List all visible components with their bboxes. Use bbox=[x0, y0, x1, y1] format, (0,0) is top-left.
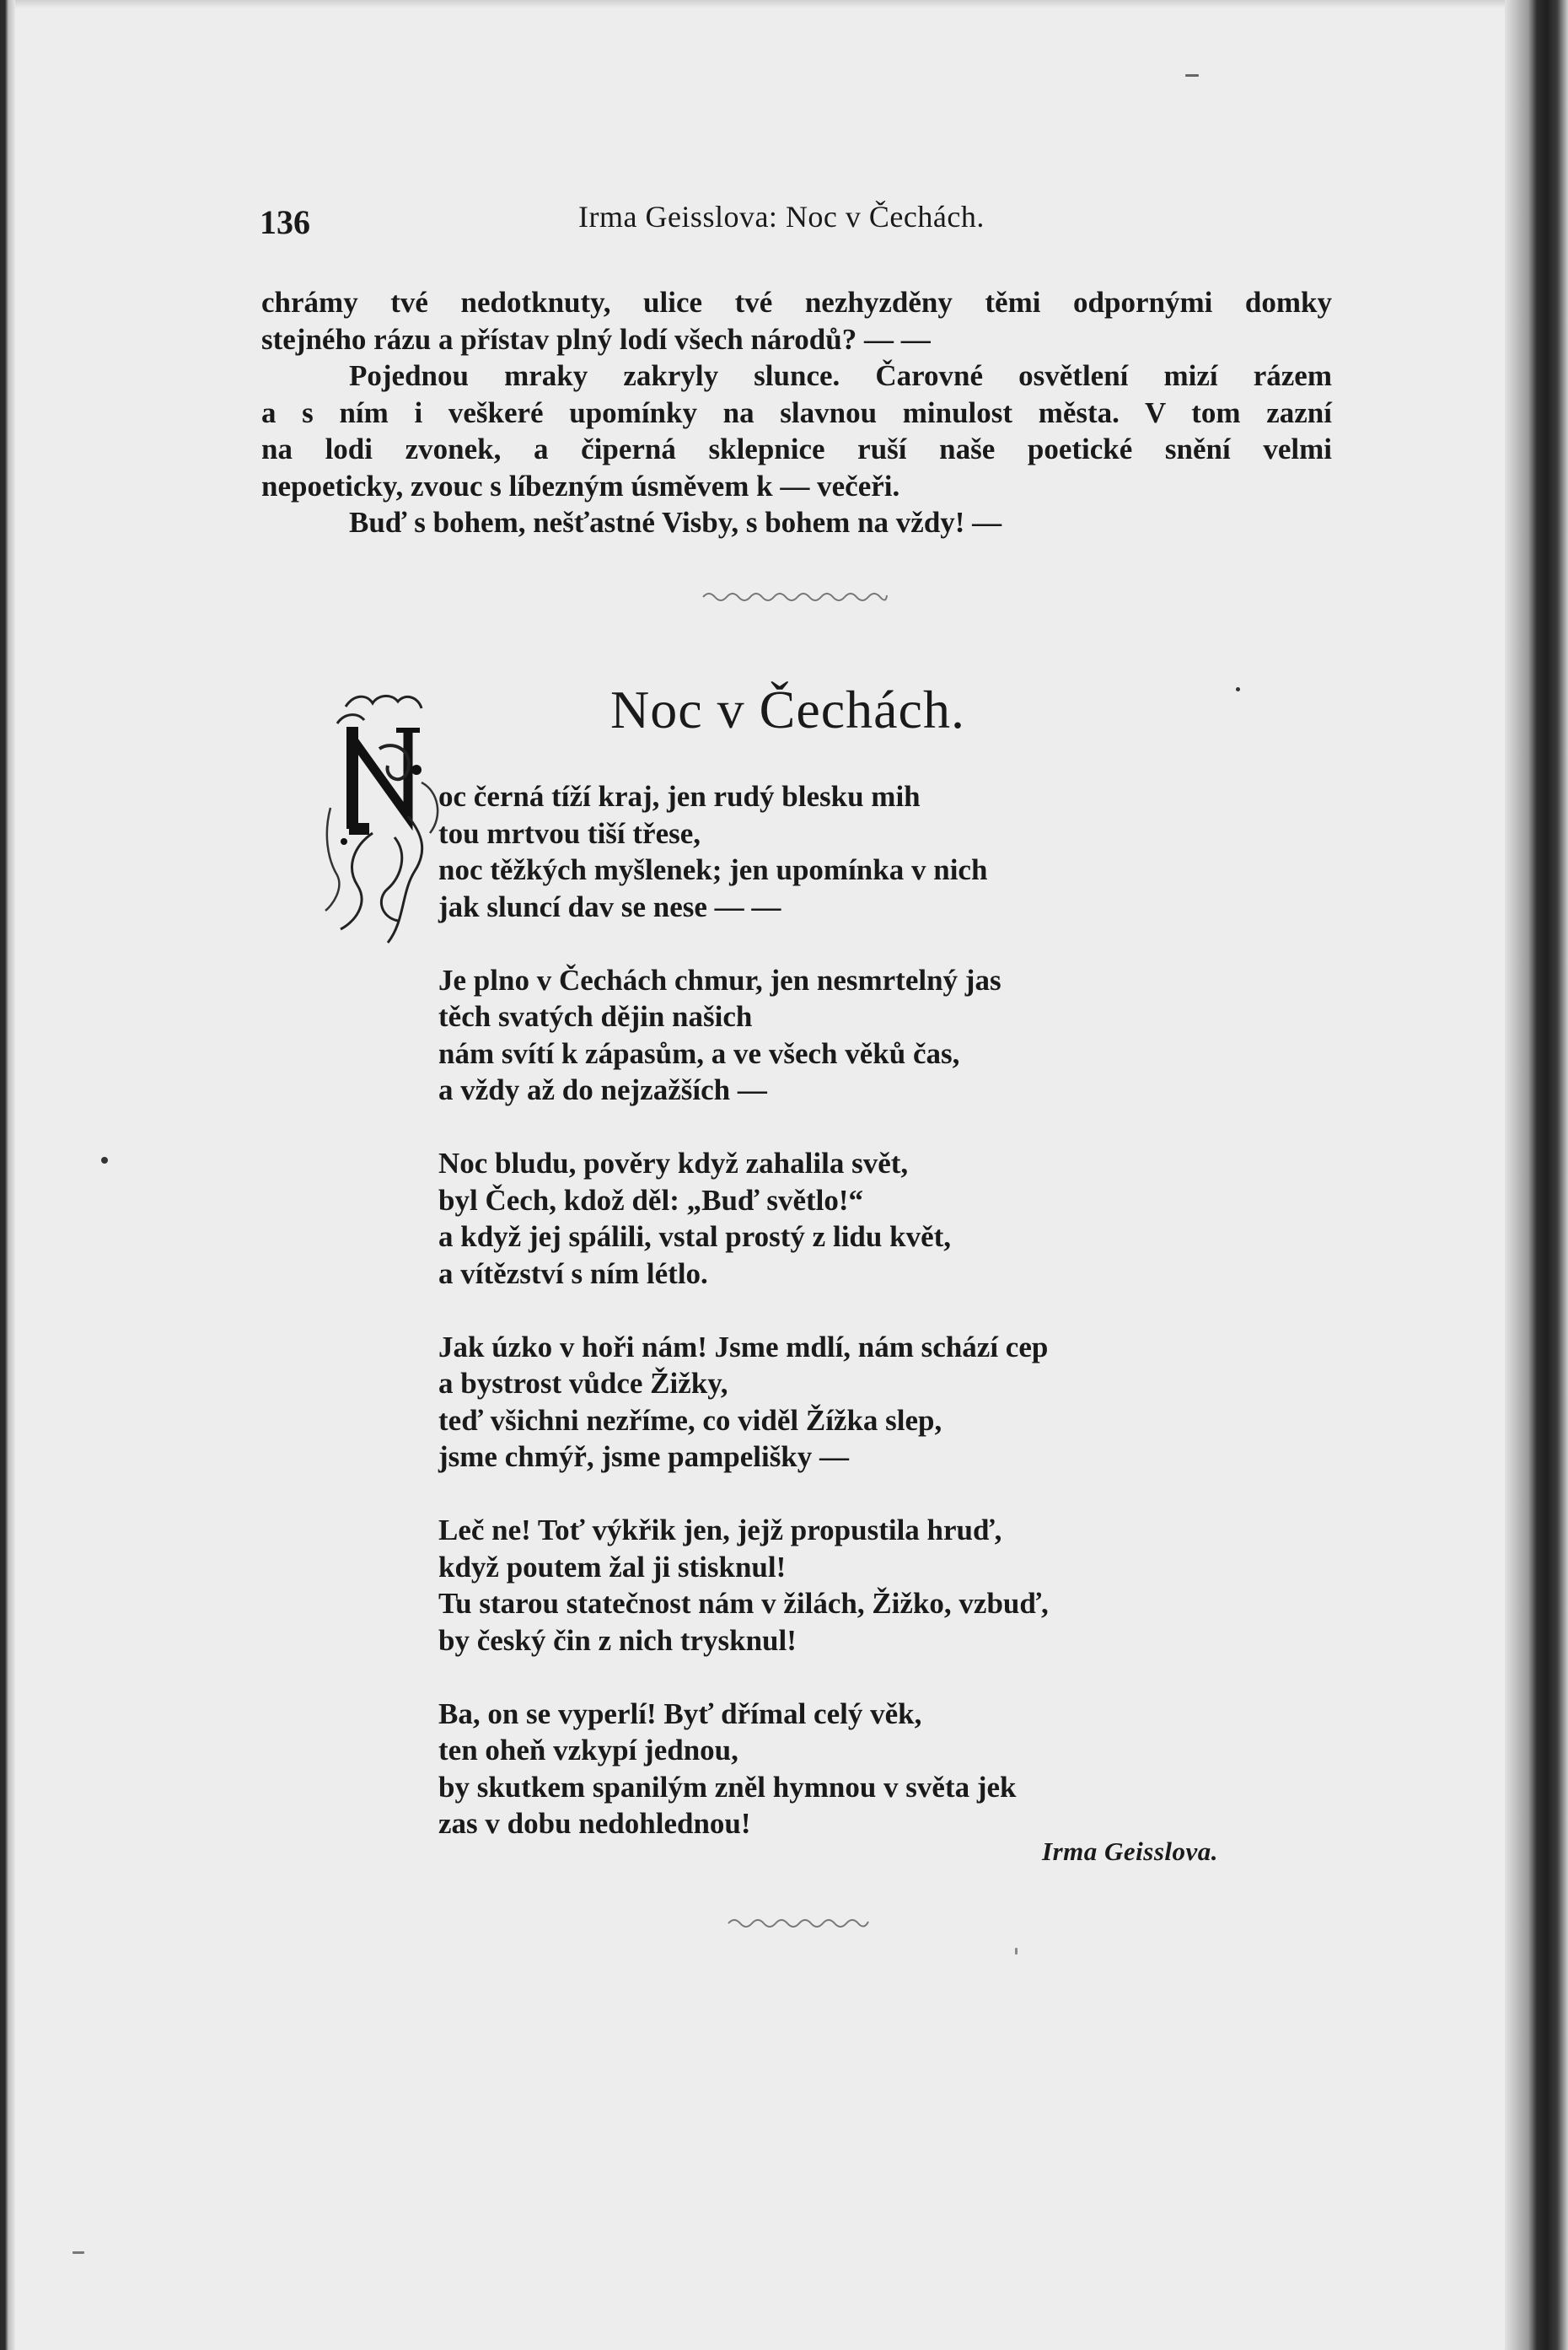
stanza bbox=[438, 1145, 1281, 1292]
scan-speck bbox=[1185, 74, 1199, 77]
page-left-edge bbox=[0, 0, 15, 2350]
verse-line: tou mrtvou tiší třese, bbox=[438, 816, 701, 850]
verse-line: oc černá tíží kraj, jen rudý blesku mih bbox=[438, 780, 921, 813]
page-binding-edge bbox=[1505, 0, 1568, 2350]
scan-speck bbox=[72, 2251, 84, 2254]
verse-line: a když jej spálili, vstal prostý z lidu květ, bbox=[438, 1220, 952, 1253]
decorative-initial-n-icon bbox=[320, 690, 447, 960]
verse-line: jak sluncí dav se nese — — bbox=[438, 890, 781, 923]
verse-line: těch svatých dějin našich bbox=[438, 1000, 753, 1033]
verse-line: jsme chmýř, jsme pampelišky — bbox=[438, 1440, 850, 1473]
stanza bbox=[438, 778, 1281, 925]
page-top-edge bbox=[0, 0, 1568, 8]
poem-title: Noc v Čechách. bbox=[610, 680, 965, 739]
verse-line: Jak úzko v hoři nám! Jsme mdlí, nám schází cep bbox=[438, 1330, 1049, 1363]
verse-line: byl Čech, kdož děl: „Buď světlo!“ bbox=[438, 1183, 864, 1217]
verse-line: když poutem žal ji stisknul! bbox=[438, 1550, 787, 1584]
scan-speck bbox=[1236, 687, 1240, 691]
wave-ornament-bottom bbox=[727, 1914, 870, 1931]
prose-paragraphs bbox=[261, 284, 1332, 541]
scan-speck bbox=[1015, 1948, 1018, 1955]
verse-line: by skutkem spanilým zněl hymnou v světa jek bbox=[438, 1770, 1017, 1804]
verse-line: nám svítí k zápasům, a ve všech věků čas, bbox=[438, 1036, 960, 1070]
prose-line: nepoeticky, zvouc s líbezným úsměvem k — večeři. bbox=[261, 469, 900, 503]
prose-line: stejného rázu a přístav plný lodí všech národů? — — bbox=[261, 322, 931, 356]
prose-line: Buď s bohem, nešťastné Visby, s bohem na vždy! — bbox=[349, 506, 1002, 539]
verse-line: Je plno v Čechách chmur, jen nesmrtelný jas bbox=[438, 963, 1001, 997]
author-signature: Irma Geisslova. bbox=[1042, 1836, 1218, 1866]
verse-line: a bystrost vůdce Žižky, bbox=[438, 1367, 728, 1400]
running-title: Irma Geisslova: Noc v Čechách. bbox=[578, 200, 985, 234]
prose-line: a s ním i veškeré upomínky na slavnou minulost města. V tom zazní bbox=[261, 395, 1332, 429]
stanza bbox=[438, 1329, 1281, 1476]
stanza bbox=[438, 1512, 1281, 1659]
verse-line: Noc bludu, pověry když zahalila svět, bbox=[438, 1147, 909, 1180]
page-number: 136 bbox=[260, 203, 310, 241]
verse-line: a vítězství s ním létlo. bbox=[438, 1256, 708, 1290]
verse-line: Tu starou statečnost nám v žilách, Žižko, vzbuď, bbox=[438, 1587, 1049, 1620]
stanza bbox=[438, 962, 1281, 1109]
stanza bbox=[438, 1696, 1281, 1842]
prose-line: chrámy tvé nedotknuty, ulice tvé nezhyzděny těmi odpornými domky bbox=[261, 286, 1332, 319]
running-head bbox=[260, 199, 1347, 250]
verse-line: teď všichni nezříme, co viděl Žížka slep, bbox=[438, 1403, 942, 1437]
prose-line: Pojednou mraky zakryly slunce. Čarovné osvětlení mizí rázem bbox=[349, 359, 1332, 392]
verse-line: a vždy až do nejzažších — bbox=[438, 1073, 767, 1106]
verse-line: Ba, on se vyperlí! Byť dřímal celý věk, bbox=[438, 1697, 922, 1730]
prose-line: na lodi zvonek, a čiperná sklepnice ruší naše poetické snění velmi bbox=[261, 433, 1332, 465]
verse-line: zas v dobu nedohlednou! bbox=[438, 1807, 751, 1840]
verse-line: Leč ne! Toť výkřik jen, jejž propustila hruď, bbox=[438, 1514, 1002, 1546]
scan-speck bbox=[101, 1157, 108, 1164]
verse-line: by český čin z nich trysknul! bbox=[438, 1623, 797, 1657]
poem-body bbox=[438, 778, 1281, 1879]
verse-line: ten oheň vzkypí jednou, bbox=[438, 1734, 738, 1767]
wave-ornament-top bbox=[701, 587, 889, 605]
verse-line: noc těžkých myšlenek; jen upomínka v nich bbox=[438, 853, 988, 886]
